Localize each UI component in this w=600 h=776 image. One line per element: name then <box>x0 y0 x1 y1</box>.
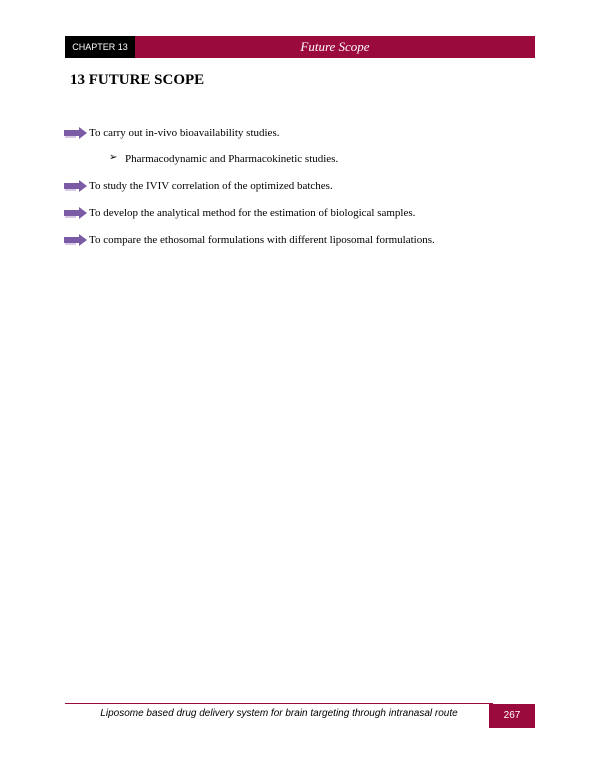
list-item: To develop the analytical method for the estimation of biological samples. <box>89 207 416 219</box>
page-number: 267 <box>489 704 535 728</box>
section-heading: 13 FUTURE SCOPE <box>70 72 205 88</box>
chapter-label: CHAPTER 13 <box>65 36 135 58</box>
list-item: To compare the ethosomal formulations with different liposomal formulations. <box>89 234 435 246</box>
footer-divider <box>65 703 493 704</box>
arrowhead-bullet-icon: ➢ <box>109 152 118 163</box>
header-title: Future Scope <box>300 39 370 54</box>
purple-arrow-icon <box>62 125 88 141</box>
purple-arrow-icon <box>62 232 88 248</box>
purple-arrow-icon <box>62 178 88 194</box>
page-header <box>65 36 535 58</box>
purple-arrow-icon <box>62 205 88 221</box>
footer-text: Liposome based drug delivery system for brain targeting through intranasal route <box>100 708 458 719</box>
list-item: To carry out in-vivo bioavailability studies. <box>89 127 280 139</box>
list-item: To study the IVIV correlation of the optimized batches. <box>89 180 333 192</box>
sub-list-item: Pharmacodynamic and Pharmacokinetic studies. <box>125 153 339 165</box>
